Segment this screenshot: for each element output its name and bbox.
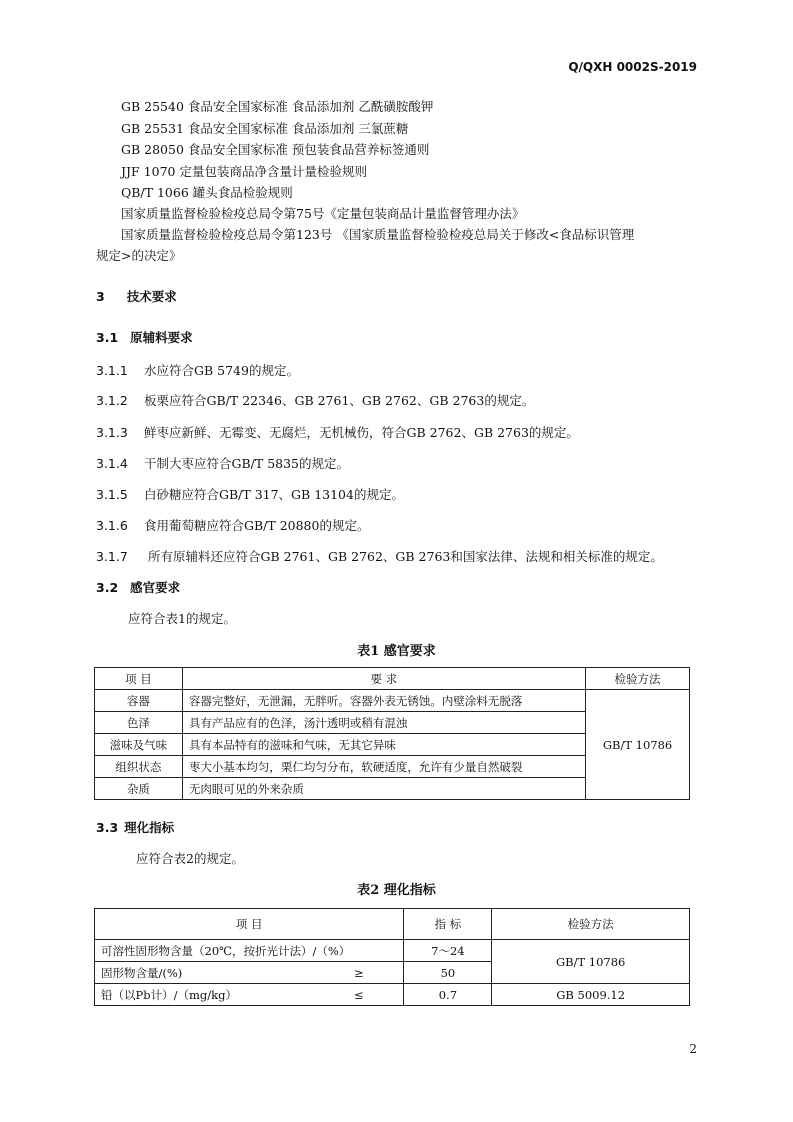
clause — [96, 547, 663, 565]
item-cell: 滋味及气味 — [95, 734, 183, 756]
clause — [96, 361, 299, 379]
page-number: 2 — [689, 1042, 697, 1056]
table-row — [95, 690, 690, 712]
column-header: 要 求 — [182, 668, 585, 690]
section-heading-3-3 — [96, 818, 174, 836]
clause-text: 干制大枣应符合GB/T 5835的规定。 — [144, 456, 350, 471]
requirement-cell: 具有本品特有的滋味和气味，无其它异味 — [182, 734, 585, 756]
section-number: 3.3 — [96, 820, 119, 835]
method-cell: GB/T 10786 — [586, 690, 690, 800]
clause — [96, 516, 369, 534]
clause-number: 3.1.1 — [96, 363, 128, 378]
comparison-symbol: ≥ — [314, 962, 404, 984]
reference-line: 国家质量监督检验检疫总局令第123号 《国家质量监督检验检疫总局关于修改<食品标识管理 — [121, 227, 635, 242]
table-header-row — [95, 909, 690, 940]
column-header: 项 目 — [95, 909, 404, 940]
table-header-row — [95, 668, 690, 690]
clause-text: 鲜枣应新鲜、无霉变、无腐烂，无机械伤，符合GB 2762、GB 2763的规定。 — [144, 425, 579, 440]
item-cell: 色泽 — [95, 712, 183, 734]
clause-text: 白砂糖应符合GB/T 317、GB 13104的规定。 — [144, 487, 404, 502]
requirement-cell: 枣大小基本均匀，栗仁均匀分布，软硬适度，允许有少量自然破裂 — [182, 756, 585, 778]
clause — [96, 423, 579, 441]
physicochemical-table — [94, 908, 690, 1006]
clause-text: 食用葡萄糖应符合GB/T 20880的规定。 — [144, 518, 370, 533]
section-number: 3 — [96, 289, 105, 304]
requirement-cell: 容器完整好，无泄漏，无胖听。容器外表无锈蚀。内壁涂料无脱落 — [182, 690, 585, 712]
reference-line: GB 25540 食品安全国家标准 食品添加剂 乙酰磺胺酸钾 — [121, 99, 434, 114]
table-row — [95, 940, 690, 962]
item-cell: 固形物含量/(%) — [95, 962, 315, 984]
column-header: 指 标 — [404, 909, 492, 940]
comparison-symbol: ≤ — [314, 984, 404, 1006]
clause-number: 3.1.3 — [96, 425, 128, 440]
section-number: 3.2 — [96, 580, 119, 595]
clause-number: 3.1.4 — [96, 456, 128, 471]
clause-number: 3.1.6 — [96, 518, 128, 533]
reference-line: GB 28050 食品安全国家标准 预包装食品营养标签通则 — [121, 142, 430, 157]
method-cell: GB/T 10786 — [492, 940, 690, 984]
section-heading-3-2 — [96, 578, 180, 596]
item-cell: 组织状态 — [95, 756, 183, 778]
column-header: 检验方法 — [492, 909, 690, 940]
item-cell: 铅（以Pb计）/（mg/kg） — [95, 984, 315, 1006]
clause — [96, 485, 404, 503]
section-title: 理化指标 — [124, 820, 175, 835]
clause — [96, 454, 349, 472]
requirement-cell: 具有产品应有的色泽，汤汁透明或稍有混浊 — [182, 712, 585, 734]
section-title: 技术要求 — [126, 289, 177, 304]
reference-line: QB/T 1066 罐头食品检验规则 — [121, 185, 293, 200]
clause-number: 3.1.7 — [96, 549, 128, 564]
section-heading-3-1 — [96, 328, 193, 346]
clause-text: 水应符合GB 5749的规定。 — [144, 363, 299, 378]
method-cell: GB 5009.12 — [492, 984, 690, 1006]
value-cell: 0.7 — [404, 984, 492, 1006]
item-cell: 容器 — [95, 690, 183, 712]
section-title: 感官要求 — [130, 580, 181, 595]
reference-line-continued: 规定>的决定》 — [96, 248, 182, 263]
column-header: 项 目 — [95, 668, 183, 690]
section-number: 3.1 — [96, 330, 119, 345]
clause-text: 板栗应符合GB/T 22346、GB 2761、GB 2762、GB 2763的规定。 — [144, 393, 535, 408]
section-intro: 应符合表2的规定。 — [136, 851, 244, 866]
clause — [96, 391, 534, 409]
table2-caption: 表2 理化指标 — [357, 883, 436, 898]
reference-line: JJF 1070 定量包装商品净含量计量检验规则 — [121, 164, 367, 179]
item-cell: 杂质 — [95, 778, 183, 800]
value-cell: 50 — [404, 962, 492, 984]
clause-number: 3.1.5 — [96, 487, 128, 502]
section-title: 原辅料要求 — [130, 330, 193, 345]
sensory-requirements-table — [94, 667, 690, 800]
section-heading-3 — [96, 287, 177, 305]
clause-text: 所有原辅料还应符合GB 2761、GB 2762、GB 2763和国家法律、法规和相关标准的规定。 — [148, 549, 663, 564]
document-id: Q/QXH 0002S-2019 — [568, 60, 697, 74]
clause-number: 3.1.2 — [96, 393, 128, 408]
section-intro: 应符合表1的规定。 — [128, 611, 236, 626]
item-cell: 可溶性固形物含量（20℃，按折光计法）/（%） — [95, 940, 404, 962]
value-cell: 7～24 — [404, 940, 492, 962]
requirement-cell: 无肉眼可见的外来杂质 — [182, 778, 585, 800]
reference-line: GB 25531 食品安全国家标准 食品添加剂 三氯蔗糖 — [121, 121, 409, 136]
reference-line: 国家质量监督检验检疫总局令第75号《定量包装商品计量监督管理办法》 — [121, 206, 525, 221]
table-row — [95, 984, 690, 1006]
table1-caption: 表1 感官要求 — [357, 644, 436, 659]
column-header: 检验方法 — [586, 668, 690, 690]
